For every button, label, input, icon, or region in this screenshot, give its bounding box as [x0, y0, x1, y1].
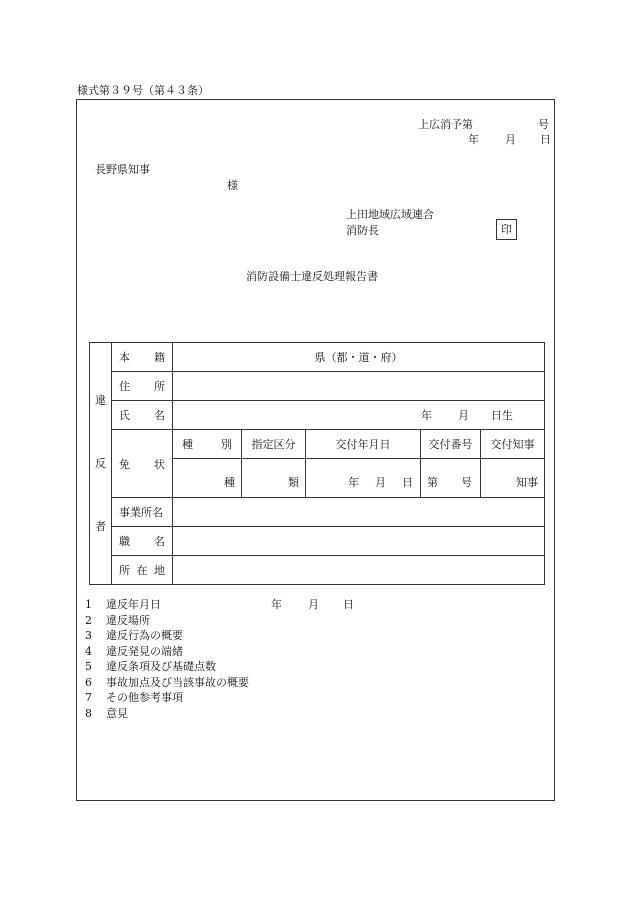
sender-title: 消防長 [346, 224, 379, 237]
addressee-honorific: 様 [227, 179, 238, 192]
menjo-value-rui[interactable]: 類 [242, 459, 306, 498]
list-item: 3 違反行為の概要 [85, 629, 183, 642]
addressee-name: 長野県知事 [95, 163, 150, 176]
violator-label: 違 反 者 [90, 343, 112, 585]
jusho-value[interactable] [173, 372, 545, 401]
menjo-header-kofu-no: 交付番号 [421, 430, 481, 459]
jigyosho-value[interactable] [173, 498, 545, 527]
sender-org: 上田地域広域連合 [346, 208, 434, 221]
menjo-label: 免 状 [112, 430, 173, 498]
menjo-header-shitei: 指定区分 [242, 430, 306, 459]
report-items [85, 597, 354, 721]
menjo-value-date[interactable]: 年 月 日 [306, 459, 421, 498]
list-item: 6 事故加点及び当該事故の概要 [85, 675, 249, 689]
menjo-header-kofu-chiji: 交付知事 [481, 430, 545, 459]
menjo-header-kofu-date: 交付年月日 [306, 430, 421, 459]
shimei-label: 氏 名 [112, 401, 173, 430]
menjo-header-shubetsu: 種 別 [173, 430, 242, 459]
list-item: 8 意見 [85, 706, 128, 720]
menjo-value-chiji[interactable]: 知事 [481, 459, 545, 498]
list-item: 4 違反発見の端緒 [85, 644, 183, 658]
jusho-label: 住 所 [112, 372, 173, 401]
shozaichi-value[interactable] [173, 556, 545, 585]
seal-box: 印 [496, 219, 517, 240]
menjo-value-shu[interactable]: 種 [173, 459, 242, 498]
menjo-value-number[interactable]: 第 号 [421, 459, 481, 498]
shimei-value[interactable]: 年 月 日生 [173, 401, 545, 430]
date-month: 月 [505, 133, 516, 146]
doc-number-prefix: 上広消予第 [418, 118, 473, 131]
shokumei-label: 職 名 [112, 527, 173, 556]
doc-number-suffix: 号 [538, 118, 549, 131]
doc-title: 消防設備士違反処理報告書 [246, 270, 378, 283]
date-day: 日 [540, 133, 551, 146]
list-item: 7 その他参考事項 [85, 691, 183, 704]
list-item: 1 違反年月日 年 月 日 [85, 598, 354, 611]
list-item: 2 違反場所 [85, 613, 150, 627]
honseki-label: 本 籍 [112, 343, 173, 372]
honseki-value: 県（都・道・府） [173, 343, 545, 372]
list-item: 5 違反条項及び基礎点数 [85, 660, 216, 673]
shokumei-value[interactable] [173, 527, 545, 556]
shozaichi-label: 所 在 地 [112, 556, 173, 585]
violator-table [89, 342, 545, 585]
form-number: 様式第３９号（第４３条） [77, 84, 209, 97]
date-year: 年 [468, 133, 479, 146]
jigyosho-label: 事業所名 [112, 498, 173, 527]
